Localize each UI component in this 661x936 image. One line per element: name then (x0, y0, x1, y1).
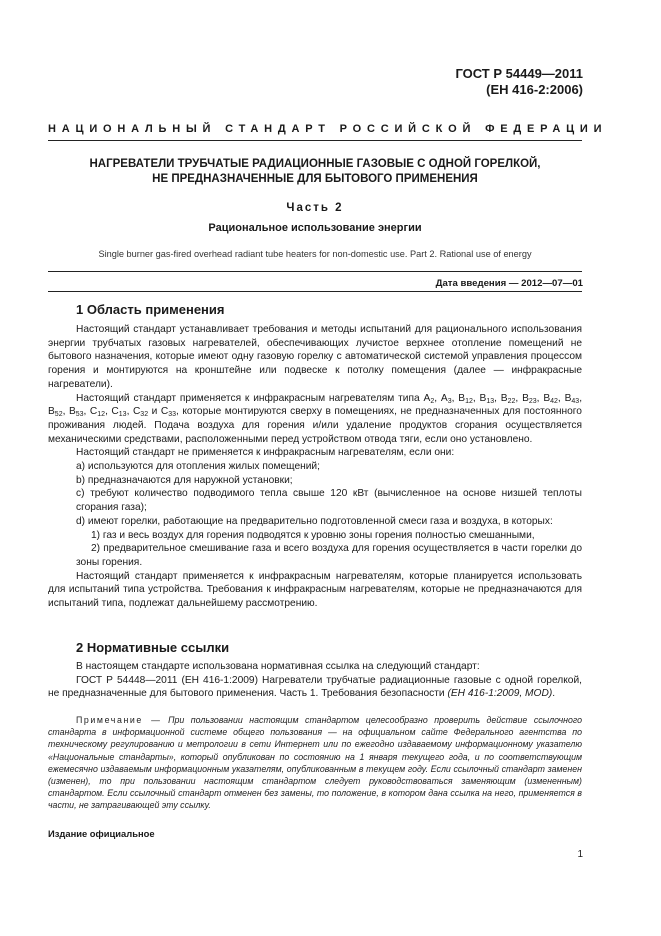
heater-type-index: 22 (507, 397, 516, 405)
scope-paragraph-2: Настоящий стандарт применяется к инфракрасным нагревателям типа $А_2$, $А_3$, $В_{12}$, $В_{13}$, $В_{22}$, $В_{23}$, $В_{42}$, $В_{43}$, $В_{52}$, $В_{53}$, $С_{12}$, $С_{13}$, $С_{32}$ и $С_{33}$, которые монтируются сверху в помещениях, не предназначенных для постоянного проживания людей. Подача воздуха для горения и/или удаление продуктов сгорания осуществляется механическими средствами, расположенными перед устройством отвода тяги, если оно установлено. (48, 392, 583, 445)
heater-type: В (543, 392, 551, 404)
top-divider (48, 140, 582, 141)
heater-type-index: 32 (140, 411, 149, 419)
european-equivalent: (ЕН 416-2:2006) (486, 82, 583, 97)
exclusion-item-c: с) требуют количество подводимого тепла свыше 120 кВт (вычисленное на основе низшей теплоты сгорания газа); (76, 488, 582, 514)
section-2-heading: 2 Нормативные ссылки (76, 640, 230, 655)
page-number: 1 (577, 849, 583, 860)
heater-type-index: 3 (447, 397, 452, 405)
heater-type-index: 23 (528, 397, 537, 405)
exclusion-item-a: а) используются для отопления жилых помещений; (76, 461, 320, 473)
part-label: Часть 2 (286, 202, 344, 214)
heater-type-index: 12 (97, 411, 106, 419)
heater-type: С (132, 406, 141, 418)
heater-type: В (68, 406, 76, 418)
title-divider (48, 271, 582, 272)
english-title: Single burner gas-fired overhead radiant tube heaters for non-domestic use. Part 2. Rational use of energy (98, 249, 532, 259)
heater-type: В (522, 392, 529, 404)
official-edition-label: Издание официальное (48, 828, 155, 839)
heater-type-index: 42 (550, 397, 558, 405)
section-1-body (48, 323, 582, 611)
heater-type-index: 2 (430, 397, 435, 405)
standard-number: ГОСТ Р 54449—2011 (455, 66, 583, 81)
section-2-body (48, 660, 582, 701)
heater-type-index: 13 (486, 397, 495, 405)
heater-type-index: 12 (465, 397, 473, 405)
exclusion-subitem-2: 2) предварительное смешивание газа и всего воздуха для горения осуществляется в части горелки до зоны горения. (76, 543, 582, 568)
scope-paragraph-4: Настоящий стандарт применяется к инфракрасным нагревателям, которые планируется использовать для испытаний типа устройства. Требования к инфракрасным нагревателям, которые не предназначаются для испытаний типа, подлежат дальнейшему рассмотрению. (48, 570, 582, 610)
introduction-date: Дата введения — 2012—07—01 (435, 278, 583, 289)
heater-type-index: 13 (118, 411, 127, 419)
scope-paragraph-3: Настоящий стандарт не применяется к инфракрасным нагревателям, если они: (76, 447, 455, 459)
title-line-2: НЕ ПРЕДНАЗНАЧЕННЫЕ ДЛЯ БЫТОВОГО ПРИМЕНЕНИЯ (152, 173, 478, 185)
section-1-heading: 1 Область применения (76, 302, 225, 317)
heater-type: С (160, 406, 169, 418)
heater-type: А (440, 392, 448, 404)
note-text: При пользовании настоящим стандартом целесообразно проверить действие ссылочного стандарта в информационной системе общего пользования — на официальном сайте Федерального агентства по техническому регулированию и метрологии в сети Интернет или по ежегодно издаваемому информационному указателю «Национальные стандарты», который опубликован по состоянию на 1 января текущего года, и по соответствующим ежемесячно издаваемым информационным указателям, опубликованным в текущем году. Если ссылочный стандарт заменен (изменен), то при пользовании настоящим стандартом следует руководствоваться заменяющим (измененным) стандартом. Если ссылочный стандарт отменен без замены, то положение, в котором дана ссылка на него, применяется в части, не затрагивающей эту ссылку. (48, 715, 582, 811)
exclusion-subitem-1: 1) газ и весь воздух для горения подводятся к уровню зоны горения полностью смешанными, (91, 529, 535, 541)
heater-type: В (458, 392, 466, 404)
exclusion-item-d: d) имеют горелки, работающие на предварительно подготовленной смеси газа и воздуха, в которых: (76, 515, 553, 527)
heater-type-index: 53 (75, 411, 84, 419)
note-label: Примечание — (76, 715, 162, 725)
document-subtitle: Рациональное использование энергии (208, 222, 422, 234)
heater-type: С (111, 406, 119, 418)
heater-type: В (48, 406, 55, 418)
heater-type-index: 33 (168, 411, 176, 419)
title-line-1: НАГРЕВАТЕЛИ ТРУБЧАТЫЕ РАДИАЦИОННЫЕ ГАЗОВЫЕ С ОДНОЙ ГОРЕЛКОЙ, (89, 158, 541, 170)
heater-type: С (89, 406, 98, 418)
heater-type: В (500, 392, 508, 404)
reference-entry: ГОСТ Р 54448—2011 (ЕН 416-1:2009) Нагреватели трубчатые радиационные газовые с одной горелкой, не предназначенные для бытового применения. Часть 1. Требования безопасности (ЕН 416-1:2009, MOD). (48, 674, 582, 700)
scope-paragraph-1: Настоящий стандарт устанавливает требования и методы испытаний для рационального использования энергии трубчатых газовых нагревателей, обеспечивающих лучистое верхнее отопление помещений не бытового назначения, которые имеют одну газовую горелку с автоматической системой управления процессом горения и монтируются на кронштейне или подвеске к потолку помещения (далее — инфракрасные нагреватели). (48, 324, 582, 390)
date-divider (48, 291, 582, 292)
heater-type-index: 52 (54, 411, 63, 419)
references-intro: В настоящем стандарте использована нормативная ссылка на следующий стандарт: (76, 661, 480, 672)
references-note (48, 714, 582, 812)
standard-code (455, 66, 583, 98)
national-standard-banner: НАЦИОНАЛЬНЫЙ СТАНДАРТ РОССИЙСКОЙ ФЕДЕРАЦИИ (48, 123, 608, 135)
exclusion-item-b: b) предназначаются для наружной установки; (76, 474, 293, 486)
heater-type: В (479, 392, 487, 404)
heater-types-list: $_2$, $А_3$, $В_{12}$, $В_{13}$, $В_{22}$, $В_{23}$, $В_{42}$, $В_{43}$, $В_{52}$, $В_{53}$, $С_{12}$, $С_{13}$, $С_{32}$ и $С_{33}$ (48, 392, 583, 419)
document-title (48, 157, 582, 187)
heater-type: В (564, 392, 572, 404)
heater-type-index: 43 (571, 397, 580, 405)
